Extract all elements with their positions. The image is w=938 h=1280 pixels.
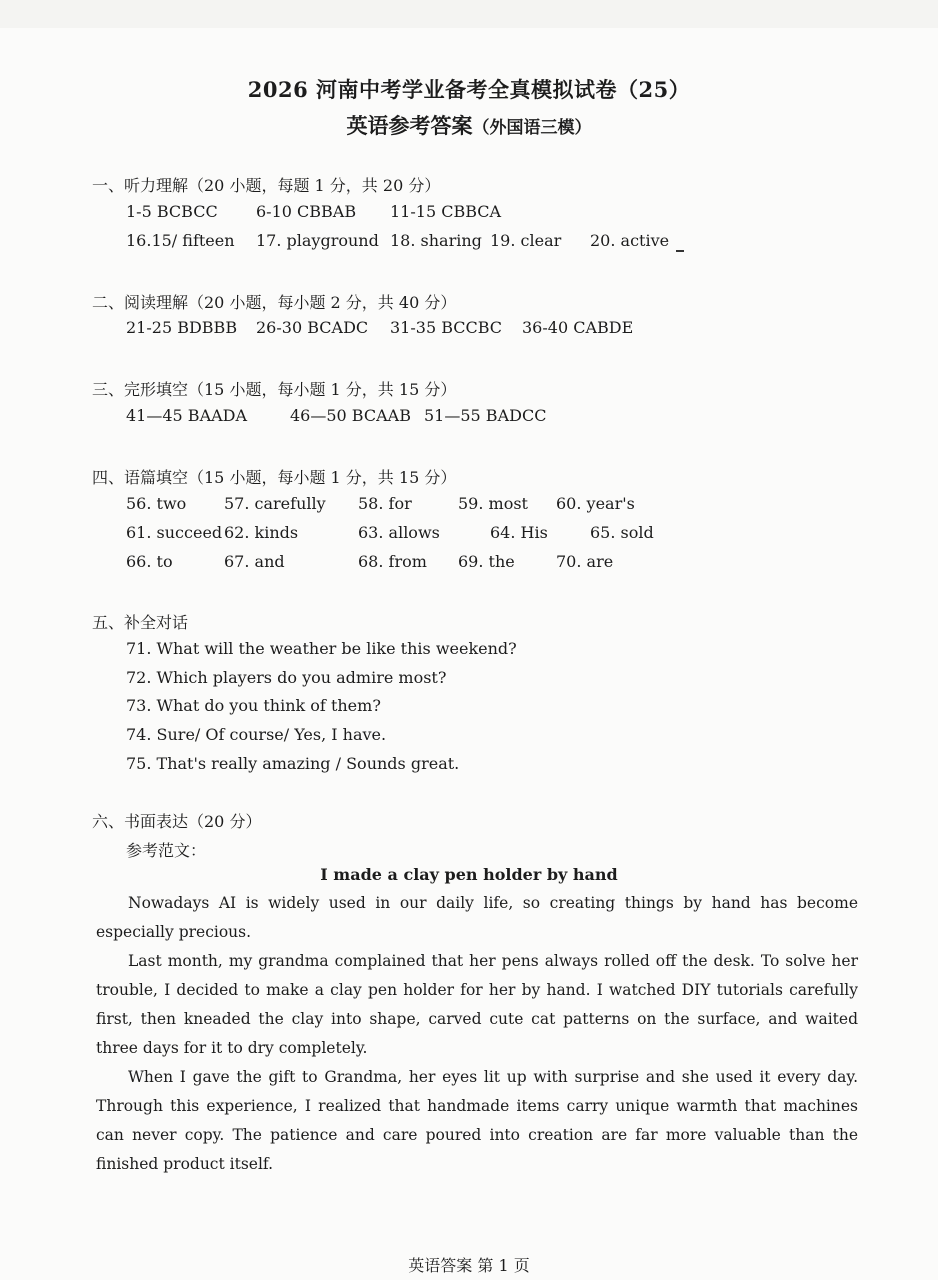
answer-item: 68. from [358, 552, 427, 571]
section-heading-writing: 六、书面表达（20 分） [92, 812, 262, 831]
answer-group: 26-30 BCADC [256, 318, 369, 337]
answer-sheet-page [0, 28, 938, 1280]
answer-group: 41—45 BAADA [126, 406, 248, 425]
answer-item: 17. playground [256, 231, 379, 250]
answer-group: 1-5 BCBCC [126, 202, 218, 221]
subtitle-note: （外国语三模） [472, 118, 592, 138]
section-heading-reading: 二、阅读理解（20 小题，每小题 2 分，共 40 分） [92, 293, 457, 312]
essay-paragraph: Last month, my grandma complained that her pens always rolled off the desk. To solve her trouble, I decided to make a clay pen holder for her by hand. I watched DIY tutorials carefully first, then kneaded the clay into shape, carved cute cat patterns on the surface, and waited three days for it to dry completely. [96, 952, 858, 1057]
dialogue-answer: 75. That's really amazing / Sounds great. [126, 754, 460, 773]
section-heading-dialogue: 五、补全对话 [92, 613, 189, 632]
answer-item: 56. two [126, 494, 187, 513]
dialogue-answer: 73. What do you think of them? [126, 696, 381, 715]
section-heading-cloze: 三、完形填空（15 小题，每小题 1 分，共 15 分） [92, 380, 457, 399]
page-title: 2026 河南中考学业备考全真模拟试卷（25） [247, 77, 691, 102]
answer-item: 62. kinds [224, 523, 299, 542]
essay-paragraph: When I gave the gift to Grandma, her eyes lit up with surprise and she used it every day. Through this experience, I realized that handmade items carry unique warmth that machines can never copy. The patience and care poured into creation are far more valuable than the finished product itself. [96, 1068, 858, 1173]
section-heading-listening: 一、听力理解（20 小题，每题 1 分，共 20 分） [92, 176, 441, 195]
answer-group: 51—55 BADCC [424, 406, 547, 425]
subtitle-main: 英语参考答案 [346, 113, 473, 138]
page-subtitle [0, 110, 938, 140]
answer-item: 57. carefully [224, 494, 326, 513]
dialogue-answer: 71. What will the weather be like this weekend? [126, 639, 517, 658]
dialogue-answer: 74. Sure/ Of course/ Yes, I have. [126, 725, 387, 744]
essay-paragraph: Nowadays AI is widely used in our daily life, so creating things by hand has become especially precious. [96, 894, 858, 941]
answer-group: 31-35 BCCBC [390, 318, 503, 337]
stray-mark [676, 250, 684, 252]
answer-item: 58. for [358, 494, 412, 513]
answer-item: 59. most [458, 494, 528, 513]
answer-item: 61. succeed [126, 523, 223, 542]
answer-item: 20. active [590, 231, 670, 250]
answer-group: 21-25 BDBBB [126, 318, 238, 337]
answer-group: 11-15 CBBCA [390, 202, 502, 221]
answer-group: 36-40 CABDE [522, 318, 634, 337]
answer-item: 67. and [224, 552, 285, 571]
answer-item: 65. sold [590, 523, 654, 542]
answer-item: 63. allows [358, 523, 440, 542]
sample-essay-label: 参考范文： [126, 841, 207, 860]
answer-item: 66. to [126, 552, 173, 571]
dialogue-answer: 72. Which players do you admire most? [126, 668, 447, 687]
answer-item: 19. clear [490, 231, 562, 250]
answer-group: 46—50 BCAAB [290, 406, 411, 425]
essay-title: I made a clay pen holder by hand [320, 865, 618, 884]
answer-item: 16.15/ fifteen [126, 231, 235, 250]
section-heading-passage-fill: 四、语篇填空（15 小题，每小题 1 分，共 15 分） [92, 468, 457, 487]
answer-item: 18. sharing [390, 231, 482, 250]
answer-item: 64. His [490, 523, 548, 542]
answer-group: 6-10 CBBAB [256, 202, 357, 221]
essay-body [96, 889, 858, 1179]
answer-item: 60. year's [556, 494, 635, 513]
answer-item: 69. the [458, 552, 515, 571]
answer-item: 70. are [556, 552, 614, 571]
page-footer: 英语答案 第 1 页 [408, 1256, 530, 1275]
